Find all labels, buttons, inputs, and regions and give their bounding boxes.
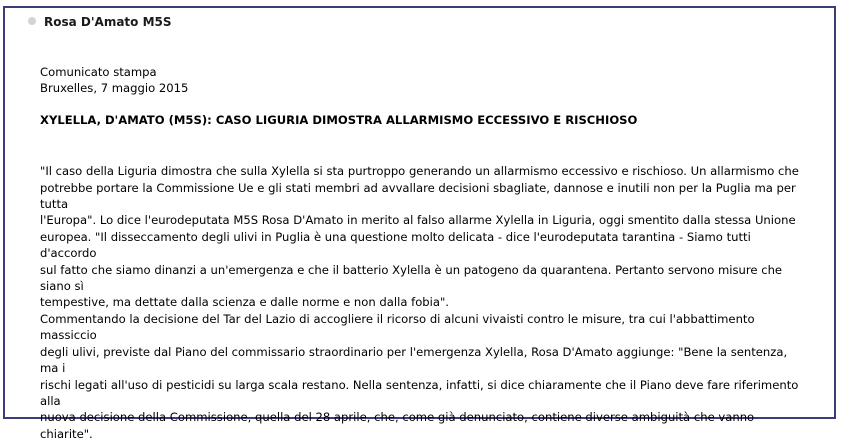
press-release-label: Comunicato stampa <box>40 65 157 79</box>
post-frame <box>3 6 836 441</box>
post-paragraph-2: Commentando la decisione del Tar del Lazio di accogliere il ricorso di alcuni vivaisti contro le misure, tra cui l'abbattimento massiccio degli ulivi, previste dal Piano del commissario straordinario per l'emergenza Xylella, Rosa D'Amato aggiunge: "Bene la sentenza, ma i rischi legati all'uso di pesticidi su larga scala restano. Nella sentenza, infatti, si dice chiaramente che il Piano deve fare riferimento alla nuova decisione della Commissione, quella del 28 aprile, che, come già denunciato, contiene diverse ambiguità che vanno chiarite". <box>40 311 799 441</box>
dateline: Bruxelles, 7 maggio 2015 <box>40 81 189 96</box>
status-dot-icon <box>28 17 36 25</box>
post-header <box>5 8 834 36</box>
post-paragraph-1: "Il caso della Liguria dimostra che sulla Xylella si sta purtroppo generando un allarmismo eccessivo e rischioso. Un allarmismo che potrebbe portare la Commissione Ue e gli stati membri ad avvallare decisioni sbagliate, dannose e inutili non per la Puglia ma per tutta l'Europa". Lo dice l'eurodeputata M5S Rosa D'Amato in merito al falso allarme Xylella in Liguria, oggi smentito dalla stessa Unione europea. "Il disseccamento degli ulivi in Puglia è una questione molto delicata - dice l'eurodeputata tarantina - Siamo tutti d'accordo sul fatto che siamo dinanzi a un'emergenza e che il batterio Xylella è un patogeno da quarantena. Pertanto servono misure che siano sì tempestive, ma dettate dalla scienza e dalle norme e non dalla fobia". <box>40 164 799 310</box>
post-content <box>40 64 800 442</box>
author-name[interactable]: Rosa D'Amato M5S <box>44 15 172 29</box>
post-title: XYLELLA, D'AMATO (M5S): CASO LIGURIA DIMOSTRA ALLARMISMO ECCESSIVO E RISCHIOSO <box>40 112 638 127</box>
